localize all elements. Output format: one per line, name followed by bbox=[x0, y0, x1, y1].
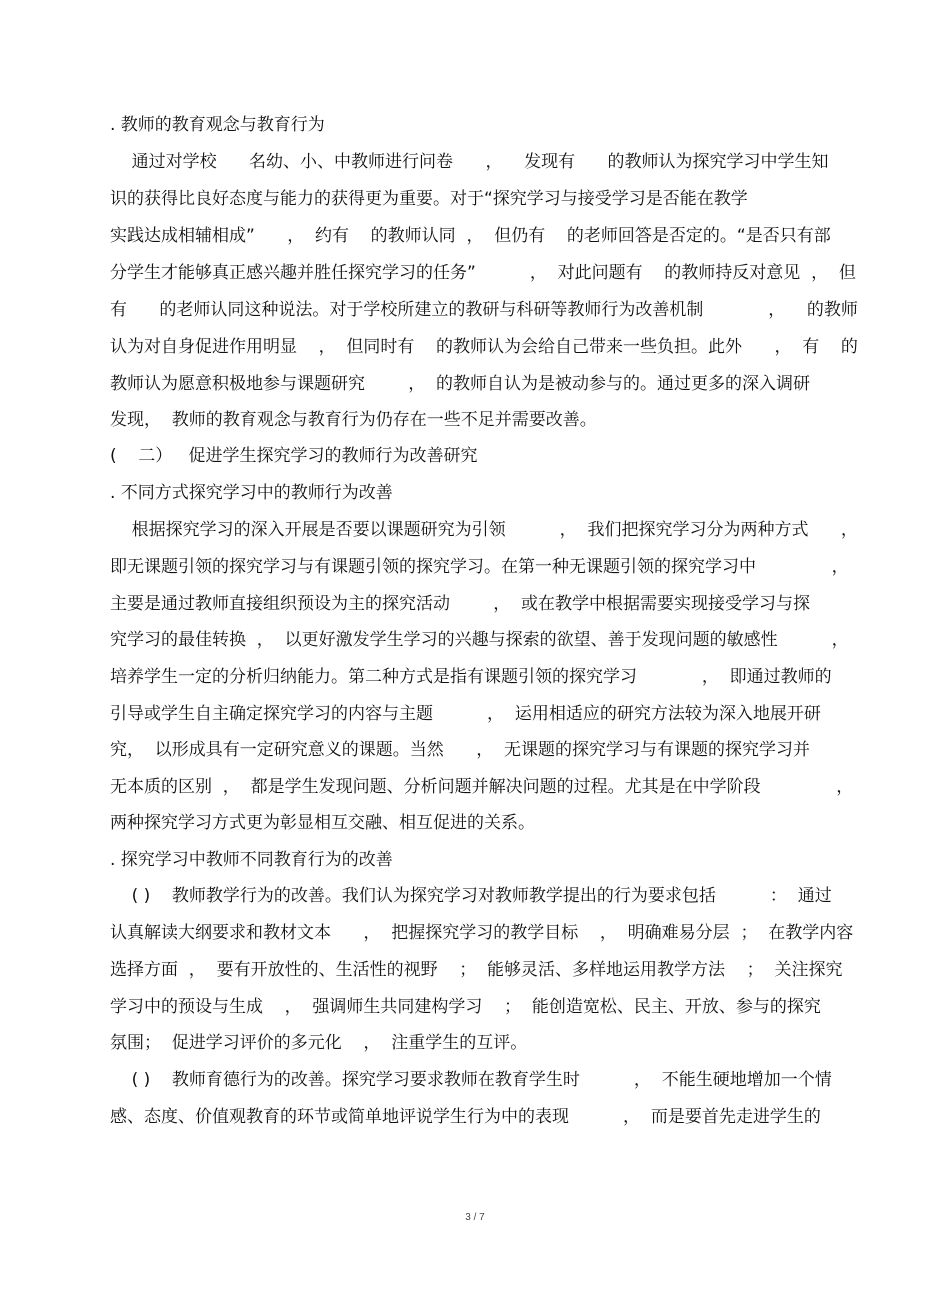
section-heading-two: ( 二） 促进学生探究学习的教师行为改善研究 bbox=[110, 446, 478, 466]
text-line: 无本质的区别 ， 都是学生发现问题、分析问题并解决问题的过程。尤其是在中学阶段 ， bbox=[110, 777, 854, 797]
text-line: 教师认为愿意积极地参与课题研究 ， 的教师自认为是被动参与的。通过更多的深入调研 bbox=[110, 374, 811, 394]
heading-different-behaviors: . 探究学习中教师不同教育行为的改善 bbox=[110, 850, 393, 870]
text-line: 培养学生一定的分析归纳能力。第二种方式是指有课题引领的探究学习 ， 即通过教师的 bbox=[110, 667, 832, 687]
text-line: 发现， 教师的教育观念与教育行为仍存在一些不足并需要改善。 bbox=[110, 410, 597, 430]
text-line: 实践达成相辅相成” ， 约有 的教师认同 ， 但仍有 的老师回答是否定的。“是否只有部 bbox=[110, 226, 831, 246]
text-line: ( ) 教师育德行为的改善。探究学习要求教师在教育学生时 ， 不能生硬地增加一个情 bbox=[110, 1070, 832, 1090]
page-number: 3 / 7 bbox=[465, 1212, 485, 1223]
text-line: 学习中的预设与生成 ， 强调师生共同建构学习 ； 能创造宽松、民主、开放、参与的探究 bbox=[110, 997, 821, 1017]
text-line: 主要是通过教师直接组织预设为主的探究活动 ， 或在教学中根据需要实现接受学习与探 bbox=[110, 594, 811, 614]
heading-teacher-concepts: . 教师的教育观念与教育行为 bbox=[110, 115, 325, 135]
text-line: 引导或学生自主确定探究学习的内容与主题 ， 运用相适应的研究方法较为深入地展开研 bbox=[110, 704, 821, 724]
text-line: 根据探究学习的深入开展是否要以课题研究为引领 ， 我们把探究学习分为两种方式 ， bbox=[110, 520, 858, 540]
text-line: 认为对自身促进作用明显 ， 但同时有 的教师认为会给自己带来一些负担。此外 ， 有 的 bbox=[110, 337, 858, 357]
text-line: 究学习的最佳转换 ， 以更好激发学生学习的兴趣与探索的欲望、善于发现问题的敏感性 ， bbox=[110, 630, 849, 650]
text-line: 即无课题引领的探究学习与有课题引领的探究学习。在第一种无课题引领的探究学习中 ， bbox=[110, 557, 849, 577]
text-line: ( ) 教师教学行为的改善。我们认为探究学习对教师教学提出的行为要求包括 ： 通过 bbox=[110, 886, 832, 906]
text-line: 认真解读大纲要求和教材文本 ， 把握探究学习的教学目标 ， 明确难易分层 ； 在教学内容 bbox=[110, 923, 854, 943]
text-line: 选择方面 ， 要有开放性的、生活性的视野 ； 能够灵活、多样地运用教学方法 ； 关注探究 bbox=[110, 960, 843, 980]
text-line: 感、态度、价值观教育的环节或简单地评说学生行为中的表现 ， 而是要首先走进学生的 bbox=[110, 1107, 821, 1127]
text-line: 氛围； 促进学习评价的多元化 ， 注重学生的互评。 bbox=[110, 1033, 528, 1053]
text-line: 究， 以形成具有一定研究意义的课题。当然 ， 无课题的探究学习与有课题的探究学习并 bbox=[110, 740, 811, 760]
text-line: 识的获得比良好态度与能力的获得更为重要。对于“探究学习与接受学习是否能在教学 bbox=[110, 189, 748, 209]
text-line: 通过对学校 名幼、小、中教师进行问卷 ， 发现有 的教师认为探究学习中学生知 bbox=[110, 152, 829, 172]
text-line: 有 的老师认同这种说法。对于学校所建立的教研与科研等教师行为改善机制 ， 的教师 bbox=[110, 300, 858, 320]
text-line: 分学生才能够真正感兴趣并胜任探究学习的任务” ， 对此问题有 的教师持反对意见 ， 但 bbox=[110, 263, 856, 283]
heading-different-methods: . 不同方式探究学习中的教师行为改善 bbox=[110, 483, 393, 503]
text-line: 两种探究学习方式更为彰显相互交融、相互促进的关系。 bbox=[110, 813, 535, 833]
